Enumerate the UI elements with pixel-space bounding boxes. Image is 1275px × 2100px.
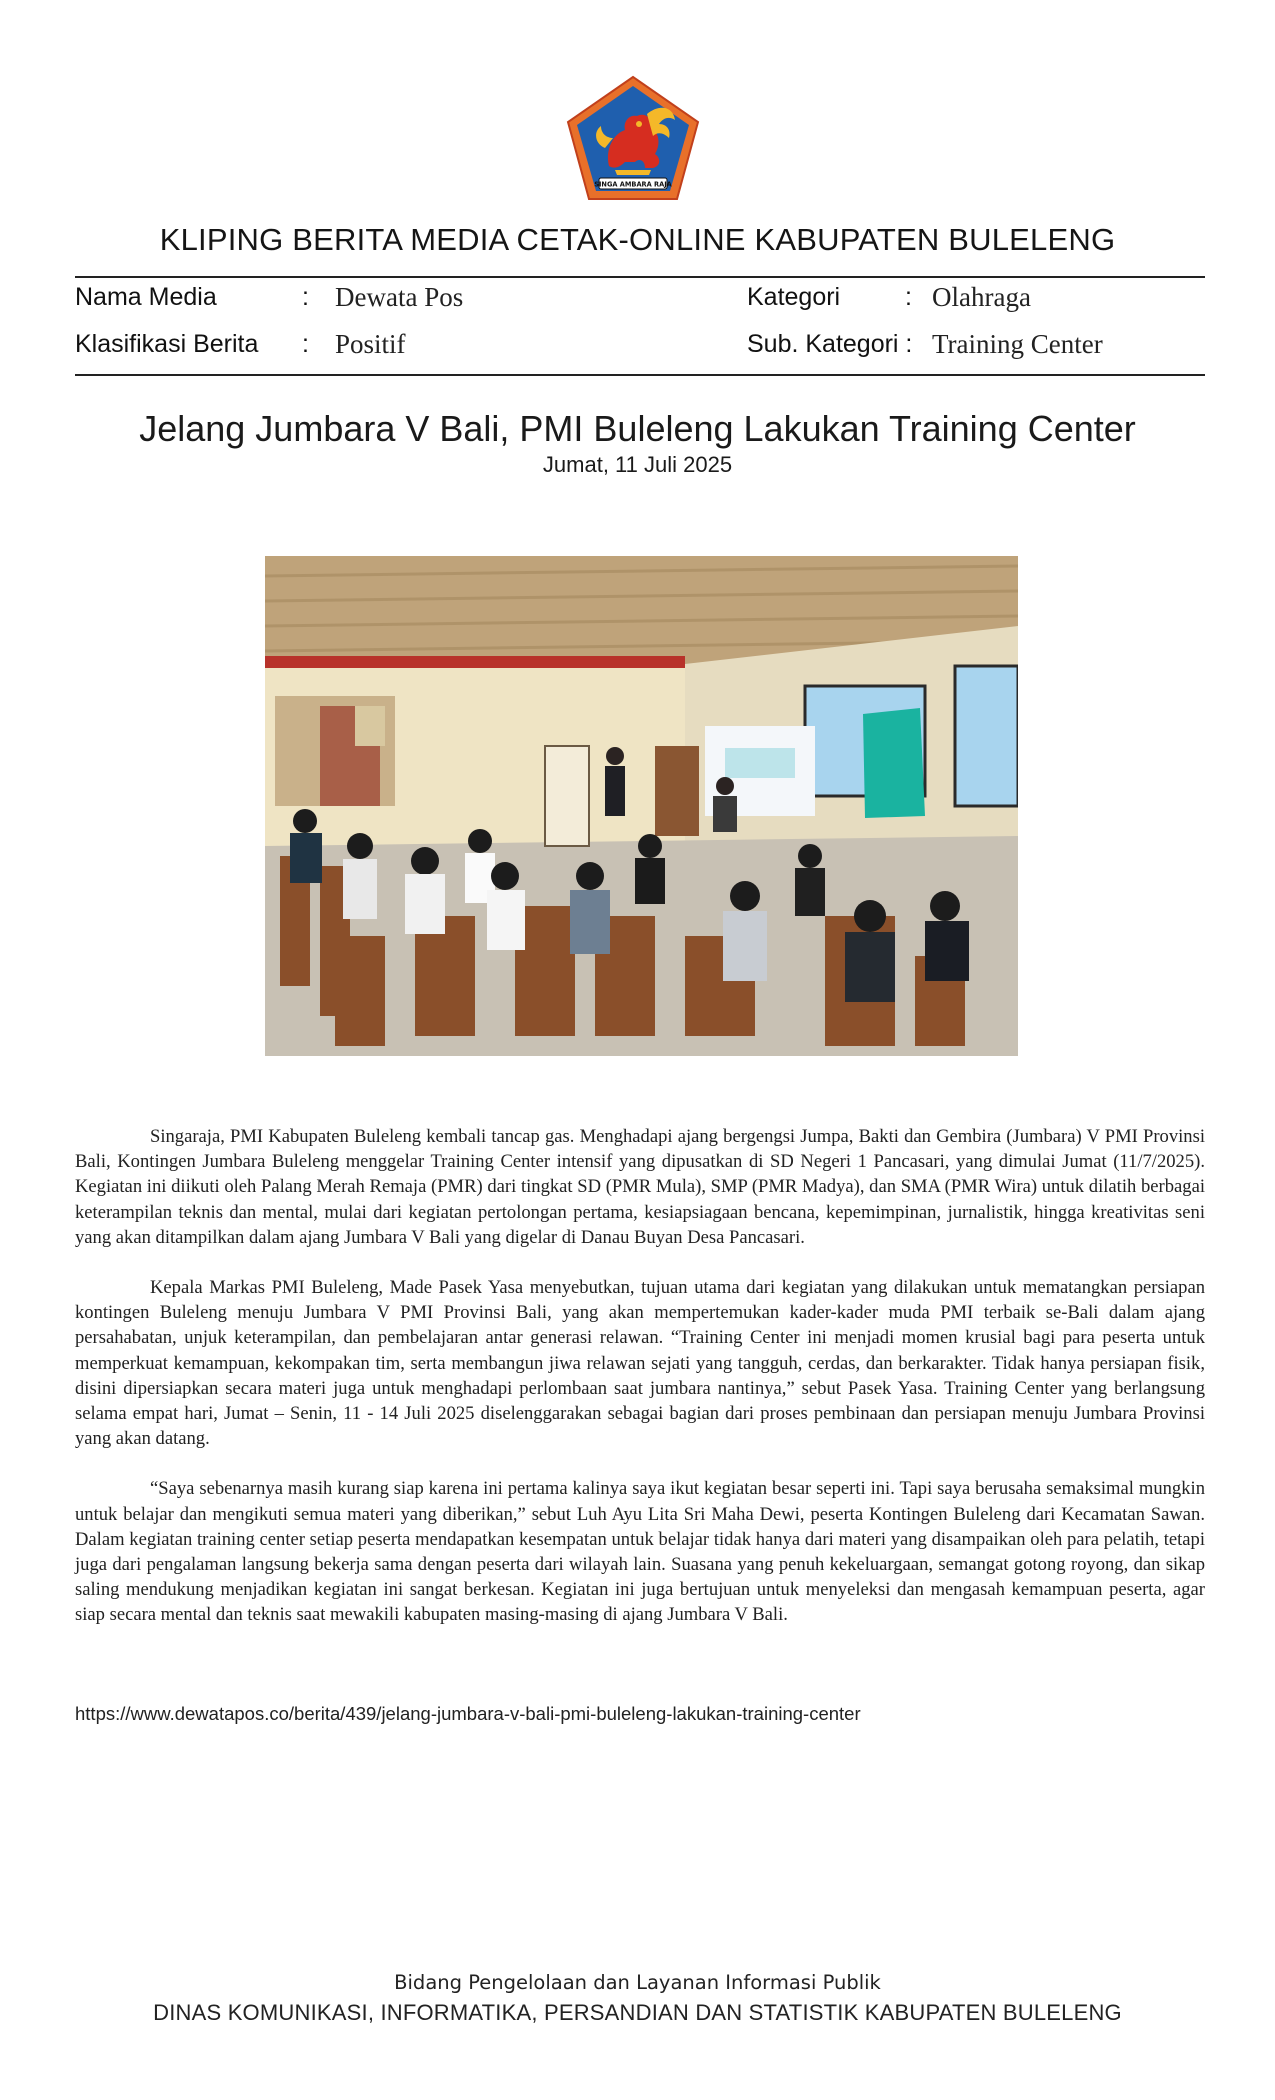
header-bottom-rule (75, 374, 1205, 376)
footer-agency: DINAS KOMUNIKASI, INFORMATIKA, PERSANDIAN DAN STATISTIK KABUPATEN BULELENG (153, 2000, 1122, 2025)
article-photo (265, 556, 1018, 1056)
logo-motto-text: SINGA AMBARA RAJA (594, 180, 672, 189)
media-name-value: Dewata Pos (335, 282, 464, 312)
category-value: Olahraga (932, 282, 1031, 312)
classification-value: Positif (335, 329, 406, 359)
classification-label: Klasifikasi Berita (75, 330, 259, 358)
subcategory-value: Training Center (932, 329, 1103, 359)
subcategory-label: Sub. Kategori : (747, 330, 913, 358)
article-paragraph-3: “Saya sebenarnya masih kurang siap karena ini pertama kalinya saya ikut kegiatan besar seperti ini. Tapi saya berusaha semaksimal mungkin untuk belajar dan mengikuti semua materi yang diberikan,” sebut Luh Ayu Lita Sri Maha Dewi, peserta Kontingen Buleleng dari Kecamatan Sawan. Dalam kegiatan training center setiap peserta mendapatkan kesempatan untuk belajar tidak hanya dari materi yang disampaikan oleh para pelatih, tetapi juga dari pengalaman langsung bekerja sama dengan peserta dari wilayah lain. Suasana yang penuh kekeluargaan, semangat gotong royong, dan sikap saling mendukung menjadikan kegiatan ini sangat berkesan. Kegiatan ini juga bertujuan untuk menyeleksi dan mengasah kemampuan peserta, agar siap secara mental dan teknis saat mewakili kabupaten masing-masing di ajang Jumbara V Bali. (75, 1478, 1205, 1626)
source-url-link[interactable]: https://www.dewatapos.co/berita/439/jelang-jumbara-v-bali-pmi-buleleng-lakukan-training-center (75, 1703, 861, 1724)
footer-department: Bidang Pengelolaan dan Layanan Informasi Publik (394, 1971, 881, 1994)
article-paragraph-1: Singaraja, PMI Kabupaten Buleleng kembali tancap gas. Menghadapi ajang bergengsi Jumpa, Bakti dan Gembira (Jumbara) V PMI Provinsi Bali, Kontingen Jumbara Buleleng menggelar Training Center intensif yang dipusatkan di SD Negeri 1 Pancasari, yang dimulai Jumat (11/7/2025). Kegiatan ini diikuti oleh Palang Merah Remaja (PMR) dari tingkat SD (PMR Mula), SMP (PMR Madya), dan SMA (PMR Wira) untuk dilatih berbagai keterampilan teknis dan mental, mulai dari kegiatan pertolongan pertama, kesiapsiagaan bencana, kepemimpinan, jurnalistik, hingga kreativitas seni yang akan ditampilkan dalam ajang Jumbara V Bali yang digelar di Danau Buyan Desa Pancasari. (75, 1126, 1205, 1248)
article-body (75, 1124, 1205, 1653)
article-paragraph-2: Kepala Markas PMI Buleleng, Made Pasek Yasa menyebutkan, tujuan utama dari kegiatan yang dilakukan untuk mematangkan persiapan kontingen Buleleng menuju Jumbara V PMI Provinsi Bali, yang akan mempertemukan kader-kader muda PMI terbaik se-Bali dalam ajang persahabatan, unjuk keterampilan, dan pembelajaran antar generasi relawan. “Training Center ini menjadi momen krusial bagi para peserta untuk memperkuat kemampuan, kekompakan tim, serta membangun jiwa relawan sejati yang tangguh, cerdas, dan berkarakter. Tidak hanya persiapan fisik, disini dipersiapkan secara materi juga untuk menghadapi perlombaan saat jumbara nantinya,” sebut Pasek Yasa. Training Center yang berlangsung selama empat hari, Jumat – Senin, 11 - 14 Juli 2025 diselenggarakan sebagai bagian dari proses pembinaan dan persiapan menuju Jumbara Provinsi yang akan datang. (75, 1277, 1205, 1450)
category-colon: : (905, 283, 912, 311)
article-title: Jelang Jumbara V Bali, PMI Buleleng Lakukan Training Center (139, 408, 1136, 449)
document-header-title: KLIPING BERITA MEDIA CETAK-ONLINE KABUPATEN BULELENG (159, 222, 1116, 257)
category-label: Kategori (747, 283, 841, 311)
media-name-colon: : (302, 283, 309, 311)
article-date: Jumat, 11 Juli 2025 (542, 452, 733, 477)
media-name-label: Nama Media (75, 283, 217, 311)
classification-colon: : (302, 330, 309, 358)
header-top-rule (75, 276, 1205, 278)
buleleng-crest-logo (565, 74, 701, 202)
